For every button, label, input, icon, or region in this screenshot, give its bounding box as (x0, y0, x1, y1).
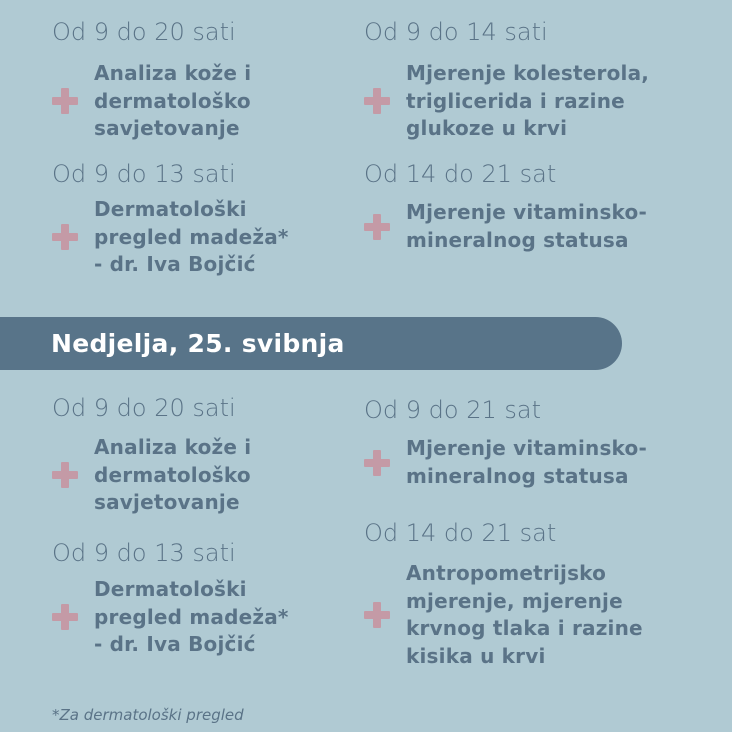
medical-cross-icon (52, 88, 78, 114)
service-item (52, 60, 251, 143)
time-slot: Od 9 do 21 sat (364, 396, 541, 424)
service-label: Mjerenje vitaminsko- mineralnog statusa (406, 436, 647, 488)
service-label: Mjerenje kolesterola, triglicerida i razine glukoze u krvi (406, 61, 650, 140)
service-label: Analiza kože i dermatološko savjetovanje (94, 61, 252, 140)
service-label: Analiza kože i dermatološko savjetovanje (94, 435, 252, 514)
medical-cross-icon (52, 604, 78, 630)
time-slot: Od 14 do 21 sat (364, 519, 557, 547)
time-slot: Od 14 do 21 sat (364, 160, 557, 188)
service-item (364, 435, 647, 490)
time-slot: Od 9 do 13 sati (52, 539, 236, 567)
service-label: Mjerenje vitaminsko- mineralnog statusa (406, 200, 647, 252)
time-slot: Od 9 do 13 sati (52, 160, 236, 188)
service-item (52, 434, 251, 517)
medical-cross-icon (52, 462, 78, 488)
service-label: Antropometrijsko mjerenje, mjerenje krvnog tlaka i razine kisika u krvi (406, 561, 643, 668)
medical-cross-icon (52, 224, 78, 250)
service-item (52, 196, 289, 279)
time-slot: Od 9 do 14 sati (364, 18, 548, 46)
service-item (364, 560, 643, 670)
medical-cross-icon (364, 214, 390, 240)
service-label: Dermatološki pregled madeža* - dr. Iva Bojčić (94, 577, 289, 656)
medical-cross-icon (364, 602, 390, 628)
day-header (0, 317, 622, 370)
time-slot: Od 9 do 20 sati (52, 18, 236, 46)
time-slot: Od 9 do 20 sati (52, 394, 236, 422)
service-label: Dermatološki pregled madeža* - dr. Iva Bojčić (94, 197, 289, 276)
medical-cross-icon (364, 450, 390, 476)
day-title: Nedjelja, 25. svibnja (51, 329, 345, 358)
medical-cross-icon (364, 88, 390, 114)
service-item (364, 199, 647, 254)
service-item (52, 576, 289, 659)
service-item (364, 60, 649, 143)
footnote: *Za dermatološki pregled (52, 706, 244, 724)
